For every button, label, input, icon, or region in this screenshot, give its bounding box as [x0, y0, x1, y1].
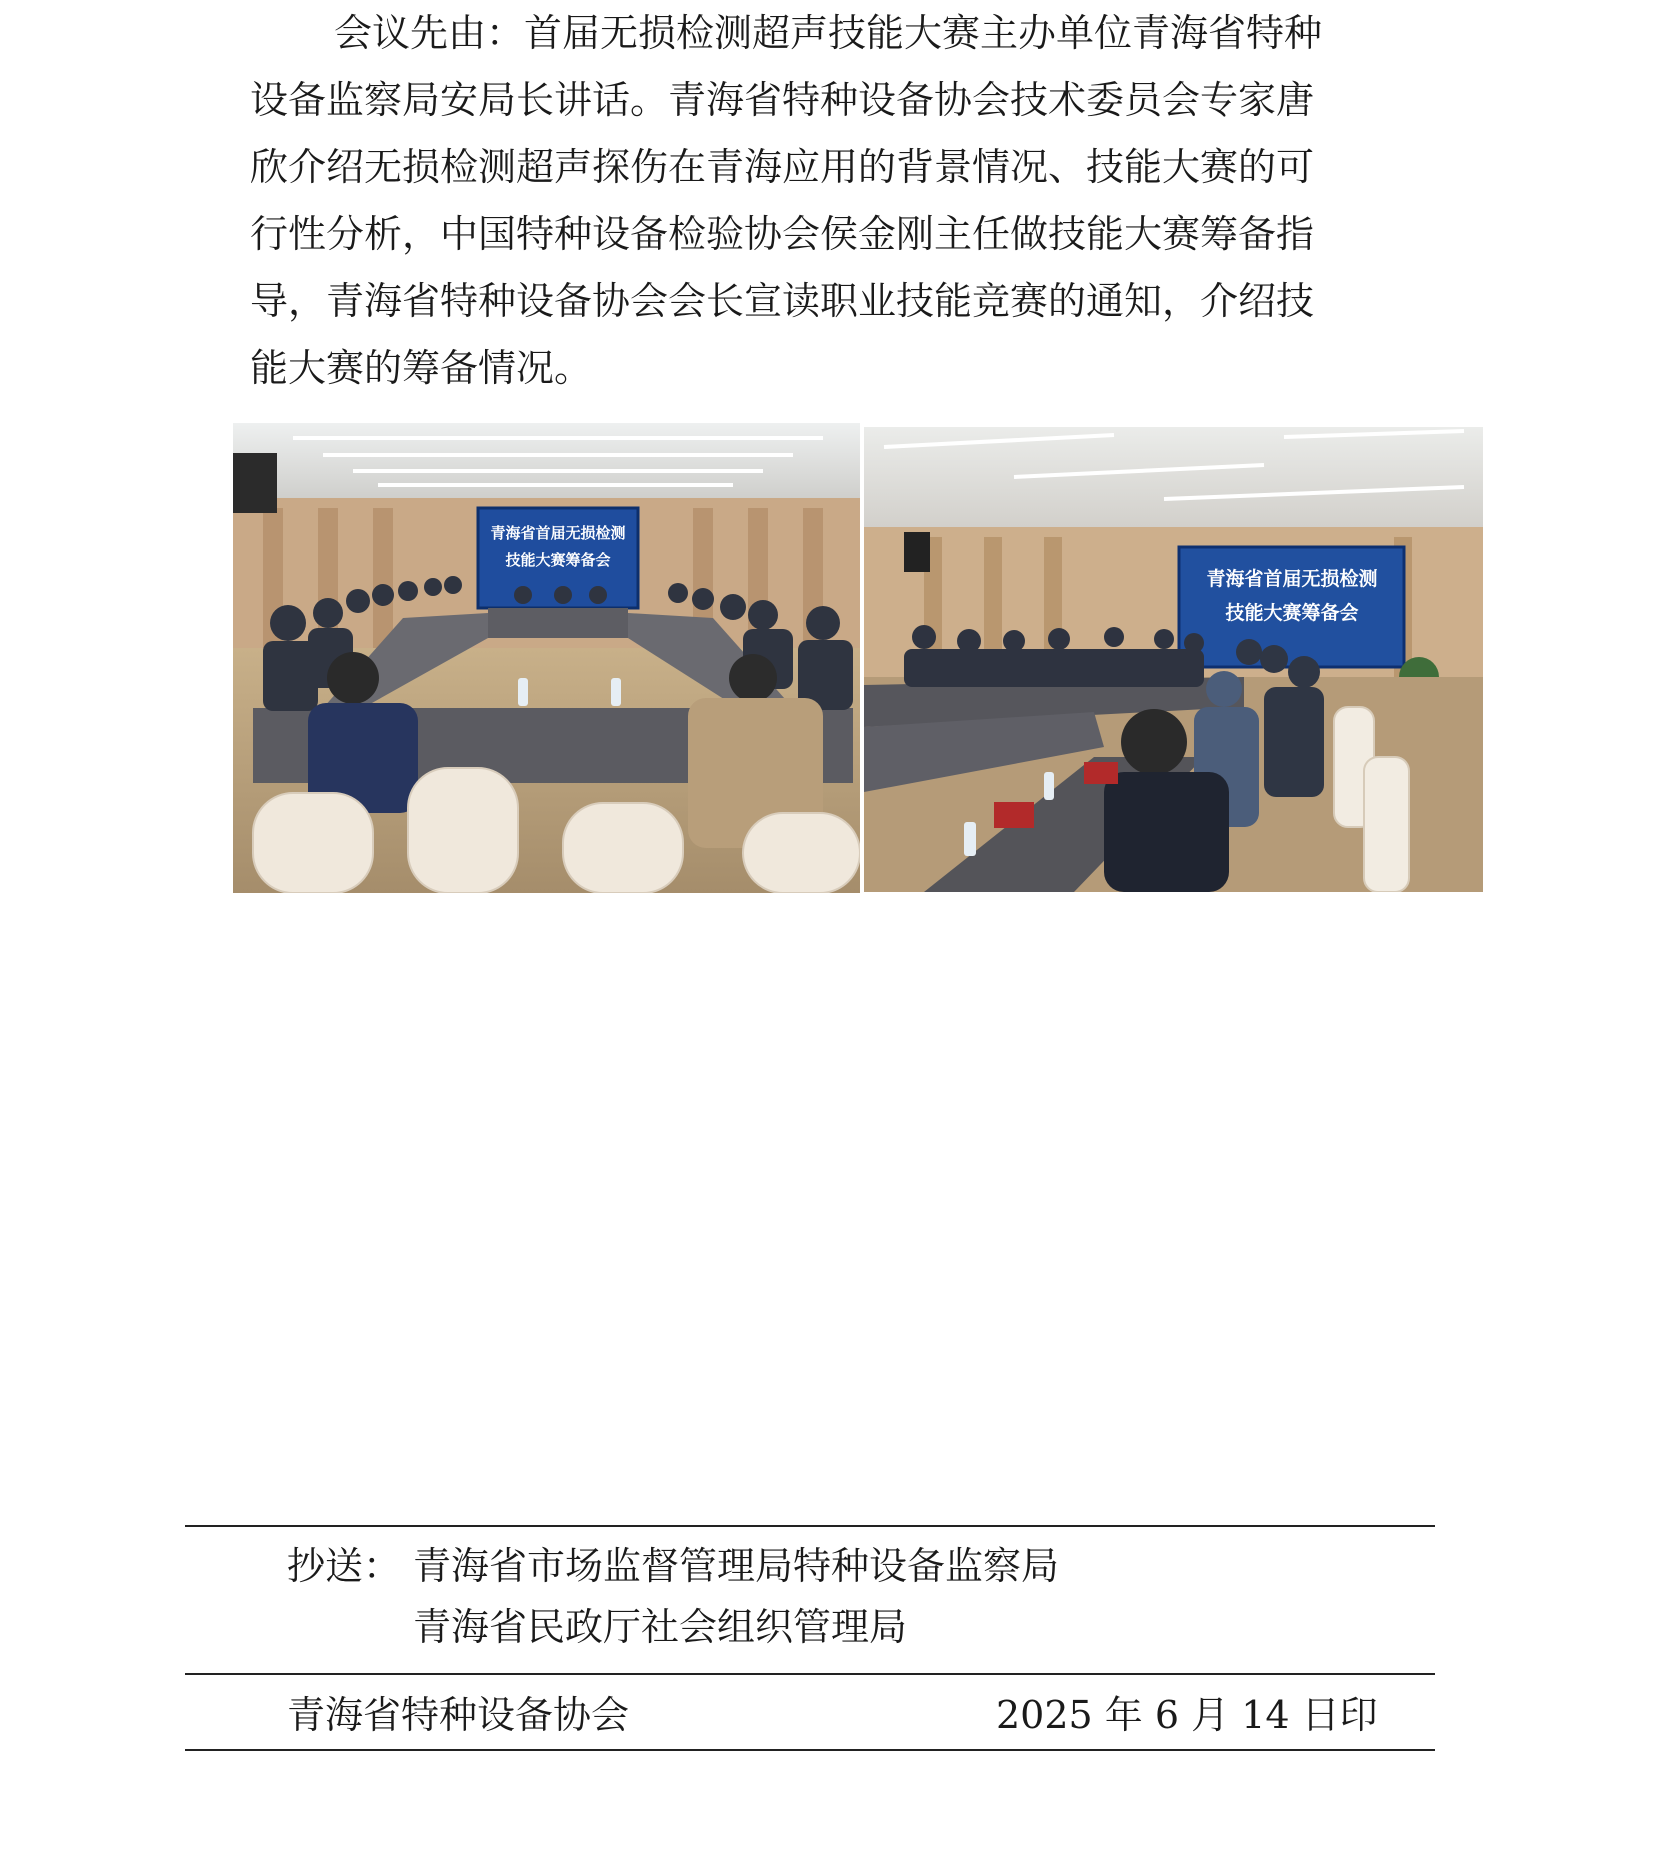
- print-date: 2025 年 6 月 14 日印: [996, 1693, 1378, 1737]
- cc-recipient: 青海省民政厅社会组织管理局: [413, 1605, 908, 1649]
- screen-banner-line2: 技能大赛筹备会: [1225, 602, 1359, 624]
- divider-line: [185, 1749, 1435, 1751]
- meeting-photo-1: [233, 423, 860, 893]
- body-line: 行性分析，中国特种设备检验协会侯金刚主任做技能大赛筹备指: [250, 212, 1315, 256]
- cc-label: 抄送：: [287, 1544, 402, 1588]
- body-line: 设备监察局安局长讲话。青海省特种设备协会技术委员会专家唐: [250, 78, 1315, 122]
- meeting-photo-2: [864, 427, 1483, 892]
- issuer-name: 青海省特种设备协会: [287, 1693, 630, 1737]
- cc-recipient: 青海省市场监督管理局特种设备监察局: [413, 1544, 1060, 1588]
- divider-line: [185, 1525, 1435, 1527]
- screen-banner-line1: 青海省首届无损检测: [490, 524, 626, 542]
- body-paragraph: [250, 0, 1410, 402]
- body-line: 欣介绍无损检测超声探伤在青海应用的背景情况、技能大赛的可: [250, 145, 1315, 189]
- screen-banner-line1: 青海省首届无损检测: [1206, 568, 1378, 590]
- body-line: 能大赛的筹备情况。: [250, 346, 593, 390]
- divider-line: [185, 1673, 1435, 1675]
- body-line: 导，青海省特种设备协会会长宣读职业技能竞赛的通知，介绍技: [250, 279, 1315, 323]
- body-line: 会议先由：首届无损检测超声技能大赛主办单位青海省特种: [334, 11, 1323, 55]
- screen-banner-line2: 技能大赛筹备会: [505, 551, 611, 569]
